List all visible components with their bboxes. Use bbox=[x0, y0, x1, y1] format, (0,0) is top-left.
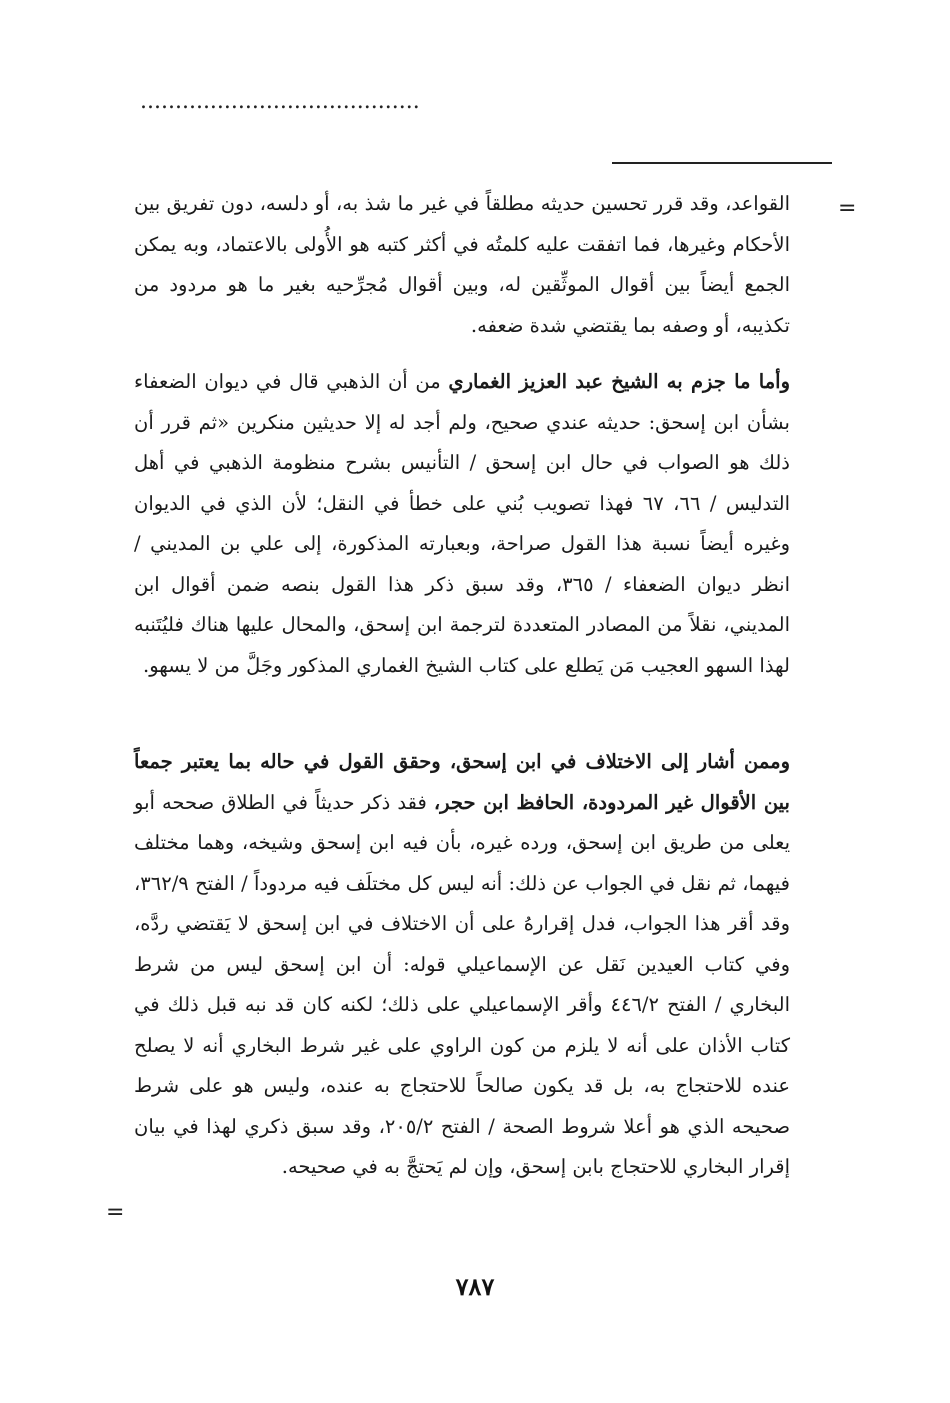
continuation-marker-bottom: = bbox=[106, 1200, 125, 1225]
header-dotted-line: ........................................ bbox=[140, 92, 420, 112]
footnote-separator-rule bbox=[612, 162, 832, 164]
paragraph-3-lead: وممن أشار إلى الاختلاف في ابن إسحق، وحقق القول في حاله بما يعتبر جمعاً بين الأقوال غير المردودة، الحافظ ابن حجر، bbox=[134, 750, 790, 814]
paragraph-1-text: القواعد، وقد قرر تحسين حديثه مطلقاً في غير ما شذ به، أو دلسه، دون تفريق بين الأحكام وغيرها، فما اتفقت عليه كلمتُه في أكثر كتبه هو الأُولى بالاعتماد، وبه يمكن الجمع أيضاً بين أقوال الموثِّقين له، وبين أقوال مُجرِّحيه بغير ما هو مردود من تكذيبه، أو وصفه بما يقتضي شدة ضعفه. bbox=[134, 192, 790, 337]
paragraph-2 bbox=[134, 362, 790, 686]
continuation-marker-top: = bbox=[838, 196, 857, 221]
paragraph-2-lead: وأما ما جزم به الشيخ عبد العزيز الغماري bbox=[448, 370, 790, 393]
paragraph-2-text: من أن الذهبي قال في ديوان الضعفاء بشأن ابن إسحق: حديثه عندي صحيح، ولم أجد له إلا حديثين منكرين «ثم قرر أن ذلك هو الصواب في حال ابن إسحق / التأنيس بشرح منظومة الذهبي في أهل التدليس / ٦٦، ٦٧ فهذا تصويب بُني على خطأ في النقل؛ لأن الذي في الديوان وغيره أيضاً نسبة هذا القول صراحة، وبعبارته المذكورة، إلى علي بن المديني / انظر ديوان الضعفاء / ٣٦٥، وقد سبق ذكر هذا القول بنصه ضمن أقوال ابن المديني، نقلاً من المصادر المتعددة لترجمة ابن إسحق، والمحال عليها هناك فليُتَنبه لهذا السهو العجيب مَن يَطلع على كتاب الشيخ الغماري المذكور وجَلَّ من لا يسهو. bbox=[134, 370, 790, 677]
paragraph-3-text: فقد ذكر حديثاً في الطلاق صححه أبو يعلى من طريق ابن إسحق، ورده غيره، بأن فيه ابن إسحق وشيخه، وهما مختلف فيهما، ثم نقل في الجواب عن ذلك: أنه ليس كل مختلَف فيه مردوداً / الفتح ٣٦٢/٩، وقد أقر هذا الجواب، فدل إقرارهُ على أن الاختلاف في ابن إسحق لا يَقتضي ردَّه، وفي كتاب العيدين نَقل عن الإسماعيلي قوله: أن ابن إسحق ليس من شرط البخاري / الفتح ٤٤٦/٢ وأقر الإسماعيلي على ذلك؛ لكنه كان قد نبه قبل ذلك في كتاب الأذان على أنه لا يلزم من كون الراوي على غير شرط البخاري أنه لا يصلح عنده للاحتجاج به، بل قد يكون صالحاً للاحتجاج به عنده، وليس هو على شرط صحيحه الذي هو أعلا شروط الصحة / الفتح ٢٠٥/٢، وقد سبق ذكري لهذا في بيان إقرار البخاري للاحتجاج بابن إسحق، وإن لم يَحتجَّ به في صحيحه. bbox=[134, 790, 791, 1178]
paragraph-1 bbox=[134, 184, 790, 346]
page-number: ٧٨٧ bbox=[455, 1272, 495, 1301]
paragraph-3 bbox=[134, 742, 790, 1188]
